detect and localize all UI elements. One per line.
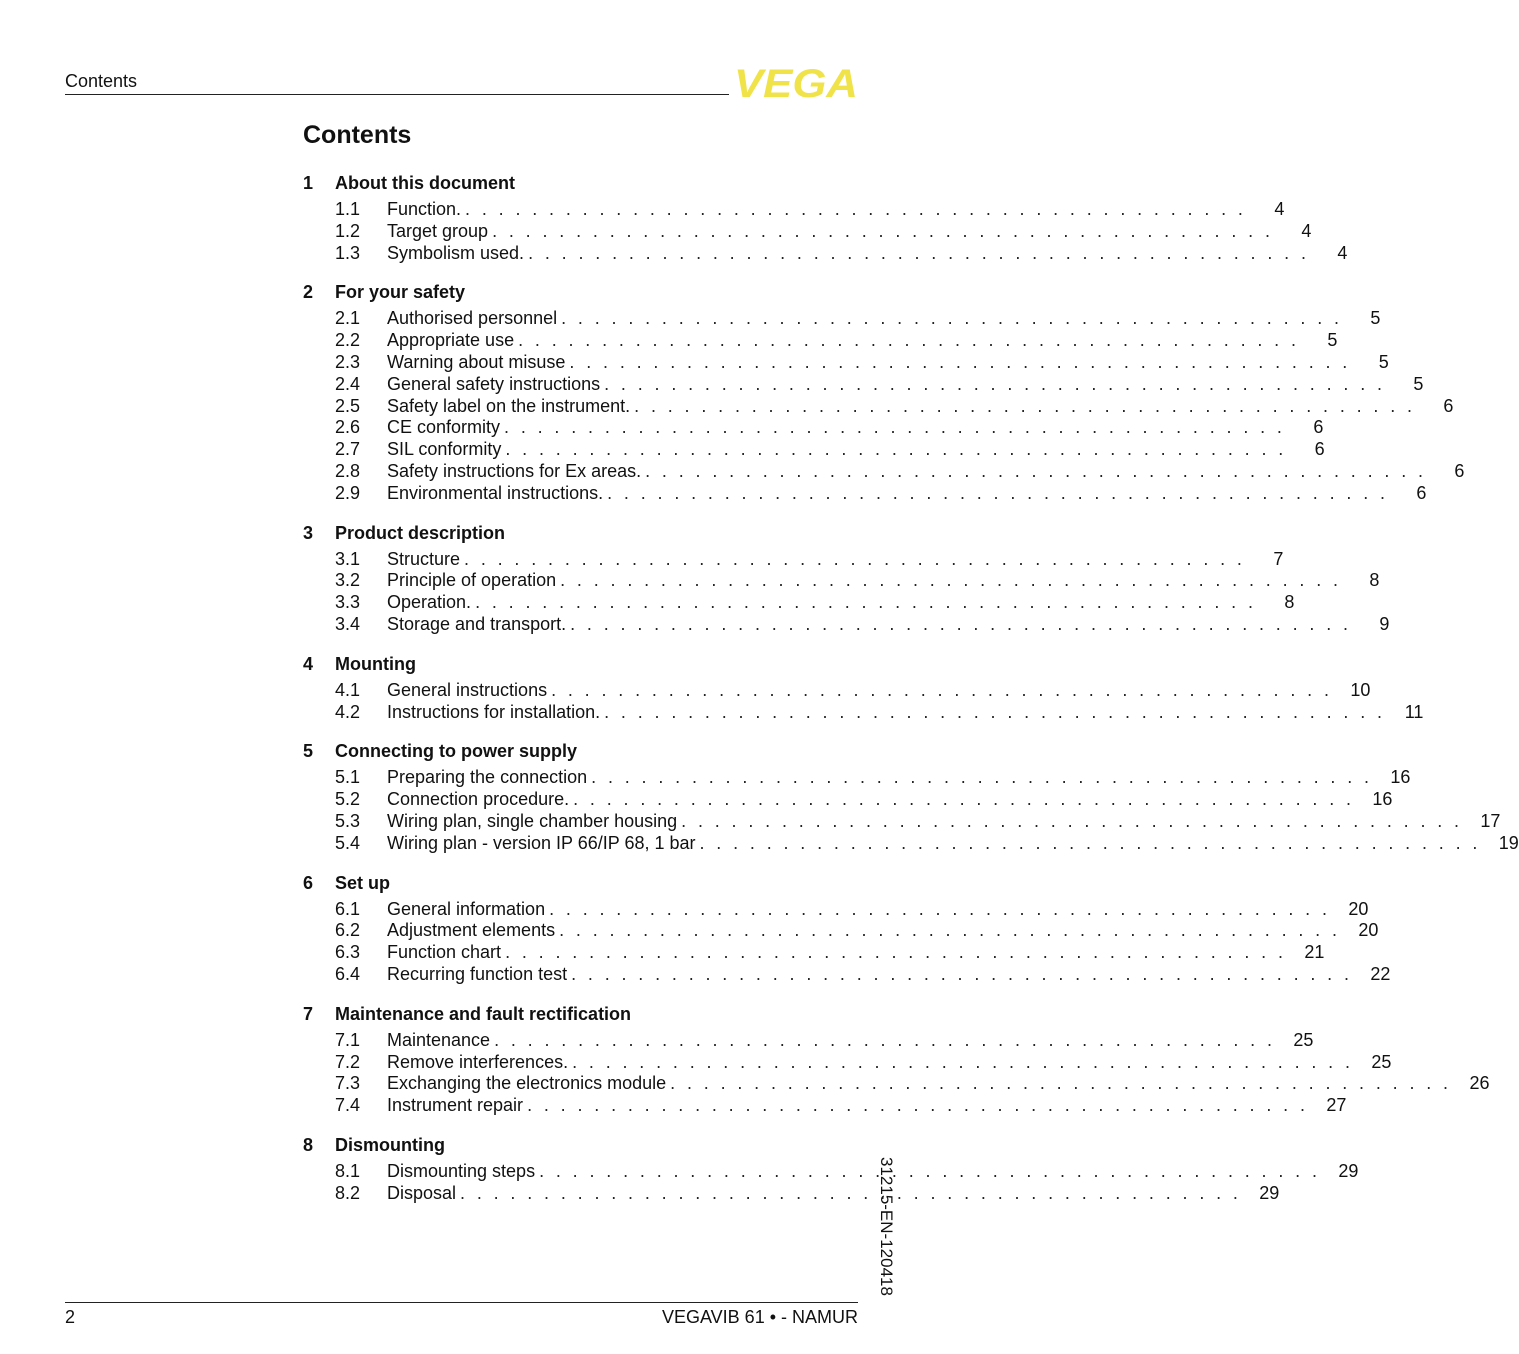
toc-section	[303, 652, 1424, 724]
entry-page: 11	[1404, 701, 1424, 722]
toc-section	[303, 1002, 1490, 1117]
entry-title: Adjustment elements	[387, 920, 556, 941]
dot-leader: . . . . . . . . . . . . . . . . . . . . . . . . . . . . . . . . . . . . . . . . . . . . . . .	[492, 220, 1274, 241]
entry-number: 7.1	[335, 1029, 361, 1050]
dot-leader: . . . . . . . . . . . . . . . . . . . . . . . . . . . . . . . . . . . . . . . . . . . . . . .	[591, 767, 1373, 788]
entry-number: 4.2	[335, 701, 361, 722]
dot-leader: . . . . . . . . . . . . . . . . . . . . . . . . . . . . . . . . . . . . . . . . . . . . . . .	[560, 570, 1342, 591]
section-heading[interactable]	[303, 171, 858, 195]
entry-number: 5.3	[335, 810, 361, 831]
entry-page: 6	[1416, 482, 1427, 503]
entry-number: 1.2	[335, 220, 361, 241]
entry-number: 3.3	[335, 592, 361, 613]
toc-entry[interactable]	[303, 199, 1285, 221]
dot-leader: . . . . . . . . . . . . . . . . . . . . . . . . . . . . . . . . . . . . . . . . . . . . . . .	[570, 613, 1352, 634]
footer-rule	[65, 1302, 858, 1303]
section-title: Product description	[335, 522, 506, 543]
table-of-contents	[303, 171, 1519, 1221]
section-number: 6	[303, 872, 314, 893]
toc-section	[303, 521, 1390, 636]
entry-number: 6.1	[335, 898, 361, 919]
dot-leader: . . . . . . . . . . . . . . . . . . . . . . . . . . . . . . . . . . . . . . . . . . . . . . .	[464, 548, 1246, 569]
entry-title: Structure	[387, 548, 461, 569]
entry-page: 9	[1379, 613, 1390, 634]
entry-title: Safety instructions for Ex areas.	[387, 460, 642, 481]
footer-product-name: VEGAVIB 61 • - NAMUR	[661, 1307, 858, 1327]
section-heading[interactable]	[303, 521, 858, 545]
dot-leader: . . . . . . . . . . . . . . . . . . . . . . . . . . . . . . . . . . . . . . . . . . . . . . .	[573, 789, 1355, 810]
dot-leader: . . . . . . . . . . . . . . . . . . . . . . . . . . . . . . . . . . . . . . . . . . . . . . .	[505, 439, 1287, 460]
entry-number: 7.3	[335, 1073, 361, 1094]
entry-title: Environmental instructions.	[387, 482, 604, 503]
toc-section	[303, 739, 1519, 854]
entry-number: 1.3	[335, 242, 361, 263]
header-label: Contents	[65, 71, 138, 91]
toc-entry[interactable]	[303, 373, 1424, 396]
entry-number: 1.1	[335, 199, 361, 219]
section-number: 2	[303, 282, 314, 303]
vega-logo-text: VEGA	[734, 62, 858, 106]
toc-entry[interactable]	[303, 439, 1325, 461]
toc-entry[interactable]	[303, 351, 1389, 374]
section-heading[interactable]	[303, 280, 858, 304]
entry-title: Authorised personnel	[387, 308, 558, 329]
toc-section	[303, 1133, 1359, 1205]
footer-page-number: 2	[65, 1307, 76, 1327]
entry-title: General instructions	[387, 679, 548, 700]
entry-page: 22	[1370, 963, 1391, 984]
entry-page: 8	[1369, 570, 1380, 591]
entry-number: 3.1	[335, 548, 361, 569]
entry-page: 16	[1372, 789, 1393, 810]
entry-title: Warning about misuse	[387, 351, 566, 372]
toc-entry[interactable]	[303, 548, 1284, 571]
entry-number: 2.5	[335, 395, 361, 416]
entry-number: 2.4	[335, 373, 361, 394]
entry-title: Wiring plan, single chamber housing	[387, 810, 678, 831]
dot-leader: . . . . . . . . . . . . . . . . . . . . . . . . . . . . . . . . . . . . . . . . . . . . . . .	[539, 1160, 1321, 1181]
section-number: 4	[303, 653, 314, 674]
toc-entry[interactable]	[303, 767, 1411, 789]
toc-entry[interactable]	[303, 592, 1295, 614]
entry-number: 5.1	[335, 767, 361, 788]
dot-leader: . . . . . . . . . . . . . . . . . . . . . . . . . . . . . . . . . . . . . . . . . . . . . . .	[569, 351, 1351, 372]
entry-page: 6	[1443, 395, 1454, 416]
entry-title: Appropriate use	[387, 330, 515, 351]
section-heading[interactable]	[303, 652, 858, 676]
entry-title: Wiring plan - version IP 66/IP 68, 1 bar	[387, 832, 696, 853]
entry-title: Remove interferences.	[387, 1051, 569, 1072]
dot-leader: . . . . . . . . . . . . . . . . . . . . . . . . . . . . . . . . . . . . . . . . . . . . . . .	[634, 395, 1416, 416]
dot-leader: . . . . . . . . . . . . . . . . . . . . . . . . . . . . . . . . . . . . . . . . . . . . . . .	[572, 1051, 1354, 1072]
entry-page: 21	[1304, 942, 1325, 963]
entry-title: Storage and transport.	[387, 613, 567, 634]
entry-page: 16	[1390, 767, 1411, 788]
entry-title: Principle of operation	[387, 570, 557, 591]
entry-page: 5	[1327, 330, 1338, 351]
entry-page: 5	[1378, 351, 1389, 372]
entry-number: 7.4	[335, 1095, 361, 1116]
section-heading[interactable]	[303, 871, 858, 895]
entry-title: Recurring function test	[387, 963, 568, 984]
entry-page: 8	[1284, 592, 1295, 613]
toc-section	[303, 171, 1348, 264]
entry-title: Instrument repair	[387, 1095, 524, 1116]
dot-leader: . . . . . . . . . . . . . . . . . . . . . . . . . . . . . . . . . . . . . . . . . . . . . . .	[699, 832, 1481, 853]
entry-page: 26	[1469, 1073, 1490, 1094]
section-title: For your safety	[335, 282, 466, 303]
entry-number: 6.4	[335, 963, 361, 984]
dot-leader: . . . . . . . . . . . . . . . . . . . . . . . . . . . . . . . . . . . . . . . . . . . . . . .	[549, 898, 1331, 919]
section-title: Mounting	[335, 653, 416, 674]
entry-title: General safety instructions	[387, 373, 601, 394]
entry-title: Symbolism used.	[387, 242, 525, 263]
entry-number: 2.7	[335, 439, 361, 460]
dot-leader: . . . . . . . . . . . . . . . . . . . . . . . . . . . . . . . . . . . . . . . . . . . . . . .	[604, 701, 1386, 722]
section-number: 5	[303, 741, 314, 762]
entry-number: 2.2	[335, 330, 361, 351]
toc-entry[interactable]	[303, 330, 1338, 352]
toc-entry[interactable]	[303, 1029, 1314, 1052]
section-number: 3	[303, 522, 314, 543]
entry-page: 25	[1293, 1029, 1314, 1050]
toc-entry[interactable]	[303, 395, 1454, 418]
toc-entry[interactable]	[303, 963, 1391, 986]
entry-number: 3.4	[335, 613, 361, 634]
toc-entry[interactable]	[303, 942, 1325, 964]
entry-number: 4.1	[335, 679, 361, 700]
entry-page: 6	[1454, 460, 1465, 481]
toc-section	[303, 871, 1391, 986]
section-title: Connecting to power supply	[335, 741, 577, 762]
toc-entry[interactable]	[303, 482, 1427, 505]
entry-number: 2.6	[335, 417, 361, 438]
section-title: About this document	[335, 173, 515, 193]
entry-number: 5.2	[335, 789, 361, 810]
entry-page: 6	[1314, 439, 1325, 460]
dot-leader: . . . . . . . . . . . . . . . . . . . . . . . . . . . . . . . . . . . . . . . . . . . . . . .	[460, 1182, 1242, 1203]
entry-title: Operation.	[387, 592, 472, 613]
dot-leader: . . . . . . . . . . . . . . . . . . . . . . . . . . . . . . . . . . . . . . . . . . . . . . .	[504, 417, 1286, 438]
toc-entry[interactable]	[303, 789, 1393, 811]
entry-title: Preparing the connection	[387, 767, 588, 788]
entry-title: Instructions for installation.	[387, 701, 601, 722]
entry-page: 20	[1358, 920, 1379, 941]
page-title: Contents	[303, 121, 412, 149]
document-code: 31215-EN-120418	[877, 1157, 896, 1296]
entry-title: Exchanging the electronics module	[387, 1073, 667, 1094]
entry-page: 29	[1338, 1160, 1359, 1181]
entry-page: 4	[1274, 199, 1285, 219]
entry-number: 8.2	[335, 1182, 361, 1203]
entry-title: Maintenance	[387, 1029, 491, 1050]
entry-page: 20	[1348, 898, 1369, 919]
entry-number: 2.1	[335, 308, 361, 329]
dot-leader: . . . . . . . . . . . . . . . . . . . . . . . . . . . . . . . . . . . . . . . . . . . . . . .	[670, 1073, 1452, 1094]
dot-leader: . . . . . . . . . . . . . . . . . . . . . . . . . . . . . . . . . . . . . . . . . . . . . . .	[475, 592, 1257, 613]
dot-leader: . . . . . . . . . . . . . . . . . . . . . . . . . . . . . . . . . . . . . . . . . . . . . . .	[604, 373, 1386, 394]
entry-title: Disposal	[387, 1182, 457, 1203]
dot-leader: . . . . . . . . . . . . . . . . . . . . . . . . . . . . . . . . . . . . . . . . . . . . . . .	[465, 199, 1247, 219]
entry-number: 6.3	[335, 942, 361, 963]
toc-entry[interactable]	[303, 701, 1424, 724]
section-title: Maintenance and fault rectification	[335, 1003, 632, 1024]
entry-page: 5	[1370, 308, 1381, 329]
toc-entry[interactable]	[303, 1182, 1280, 1205]
entry-title: Function chart	[387, 942, 502, 963]
entry-page: 10	[1350, 679, 1371, 700]
entry-title: CE conformity	[387, 417, 501, 438]
toc-entry[interactable]	[303, 220, 1312, 243]
entry-number: 2.3	[335, 351, 361, 372]
dot-leader: . . . . . . . . . . . . . . . . . . . . . . . . . . . . . . . . . . . . . . . . . . . . . . .	[559, 920, 1341, 941]
dot-leader: . . . . . . . . . . . . . . . . . . . . . . . . . . . . . . . . . . . . . . . . . . . . . . .	[645, 460, 1427, 481]
toc-entry[interactable]	[303, 417, 1324, 439]
entry-page: 6	[1313, 417, 1324, 438]
section-title: Dismounting	[335, 1134, 445, 1155]
entry-title: Safety label on the instrument.	[387, 395, 631, 416]
dot-leader: . . . . . . . . . . . . . . . . . . . . . . . . . . . . . . . . . . . . . . . . . . . . . . .	[494, 1029, 1276, 1050]
toc-entry[interactable]	[303, 1095, 1347, 1117]
entry-number: 8.1	[335, 1160, 361, 1181]
toc-entry[interactable]	[303, 460, 1465, 483]
entry-page: 19	[1498, 832, 1519, 853]
toc-entry[interactable]	[303, 920, 1379, 942]
dot-leader: . . . . . . . . . . . . . . . . . . . . . . . . . . . . . . . . . . . . . . . . . . . . . . .	[607, 482, 1389, 503]
dot-leader: . . . . . . . . . . . . . . . . . . . . . . . . . . . . . . . . . . . . . . . . . . . . . . .	[528, 242, 1310, 263]
entry-page: 25	[1371, 1051, 1392, 1072]
toc-entry[interactable]	[303, 308, 1381, 330]
vega-logo	[733, 62, 859, 106]
toc-entry[interactable]	[303, 1073, 1490, 1095]
dot-leader: . . . . . . . . . . . . . . . . . . . . . . . . . . . . . . . . . . . . . . . . . . . . . . .	[571, 963, 1353, 984]
entry-number: 3.2	[335, 570, 361, 591]
dot-leader: . . . . . . . . . . . . . . . . . . . . . . . . . . . . . . . . . . . . . . . . . . . . . . .	[681, 810, 1463, 831]
entry-page: 17	[1480, 810, 1501, 831]
entry-title: SIL conformity	[387, 439, 502, 460]
section-heading[interactable]	[303, 1002, 858, 1026]
entry-number: 2.9	[335, 482, 361, 503]
section-number: 7	[303, 1003, 314, 1024]
toc-entry[interactable]	[303, 1051, 1392, 1074]
toc-entry[interactable]	[303, 810, 1501, 833]
header-rule	[65, 94, 729, 95]
section-heading[interactable]	[303, 1133, 858, 1157]
entry-number: 7.2	[335, 1051, 361, 1072]
entry-page: 4	[1301, 220, 1312, 241]
entry-page: 27	[1326, 1095, 1347, 1116]
entry-number: 5.4	[335, 832, 361, 853]
entry-page: 4	[1337, 242, 1348, 263]
entry-title: Target group	[387, 220, 489, 241]
entry-page: 29	[1259, 1182, 1280, 1203]
toc-entry[interactable]	[303, 1160, 1359, 1183]
entry-title: Connection procedure.	[387, 789, 570, 810]
dot-leader: . . . . . . . . . . . . . . . . . . . . . . . . . . . . . . . . . . . . . . . . . . . . . . .	[518, 330, 1300, 351]
toc-entry[interactable]	[303, 570, 1380, 592]
entry-number: 2.8	[335, 460, 361, 481]
toc-entry[interactable]	[303, 679, 1371, 702]
dot-leader: . . . . . . . . . . . . . . . . . . . . . . . . . . . . . . . . . . . . . . . . . . . . . . .	[505, 942, 1287, 963]
entry-page: 7	[1273, 548, 1284, 569]
entry-title: Dismounting steps	[387, 1160, 536, 1181]
section-number: 1	[303, 173, 314, 193]
dot-leader: . . . . . . . . . . . . . . . . . . . . . . . . . . . . . . . . . . . . . . . . . . . . . . .	[561, 308, 1343, 329]
entry-page: 5	[1413, 373, 1424, 394]
dot-leader: . . . . . . . . . . . . . . . . . . . . . . . . . . . . . . . . . . . . . . . . . . . . . . .	[551, 679, 1333, 700]
entry-number: 6.2	[335, 920, 361, 941]
toc-section	[303, 280, 1465, 504]
toc-entry[interactable]	[303, 242, 1348, 265]
dot-leader: . . . . . . . . . . . . . . . . . . . . . . . . . . . . . . . . . . . . . . . . . . . . . . .	[527, 1095, 1309, 1116]
section-title: Set up	[335, 872, 391, 893]
section-number: 8	[303, 1134, 314, 1155]
toc-entry[interactable]	[303, 613, 1390, 636]
toc-entry[interactable]	[303, 898, 1369, 921]
entry-title: General information	[387, 898, 546, 919]
entry-title: Function.	[387, 199, 462, 219]
section-heading[interactable]	[303, 739, 858, 763]
toc-entry[interactable]	[303, 832, 1519, 855]
